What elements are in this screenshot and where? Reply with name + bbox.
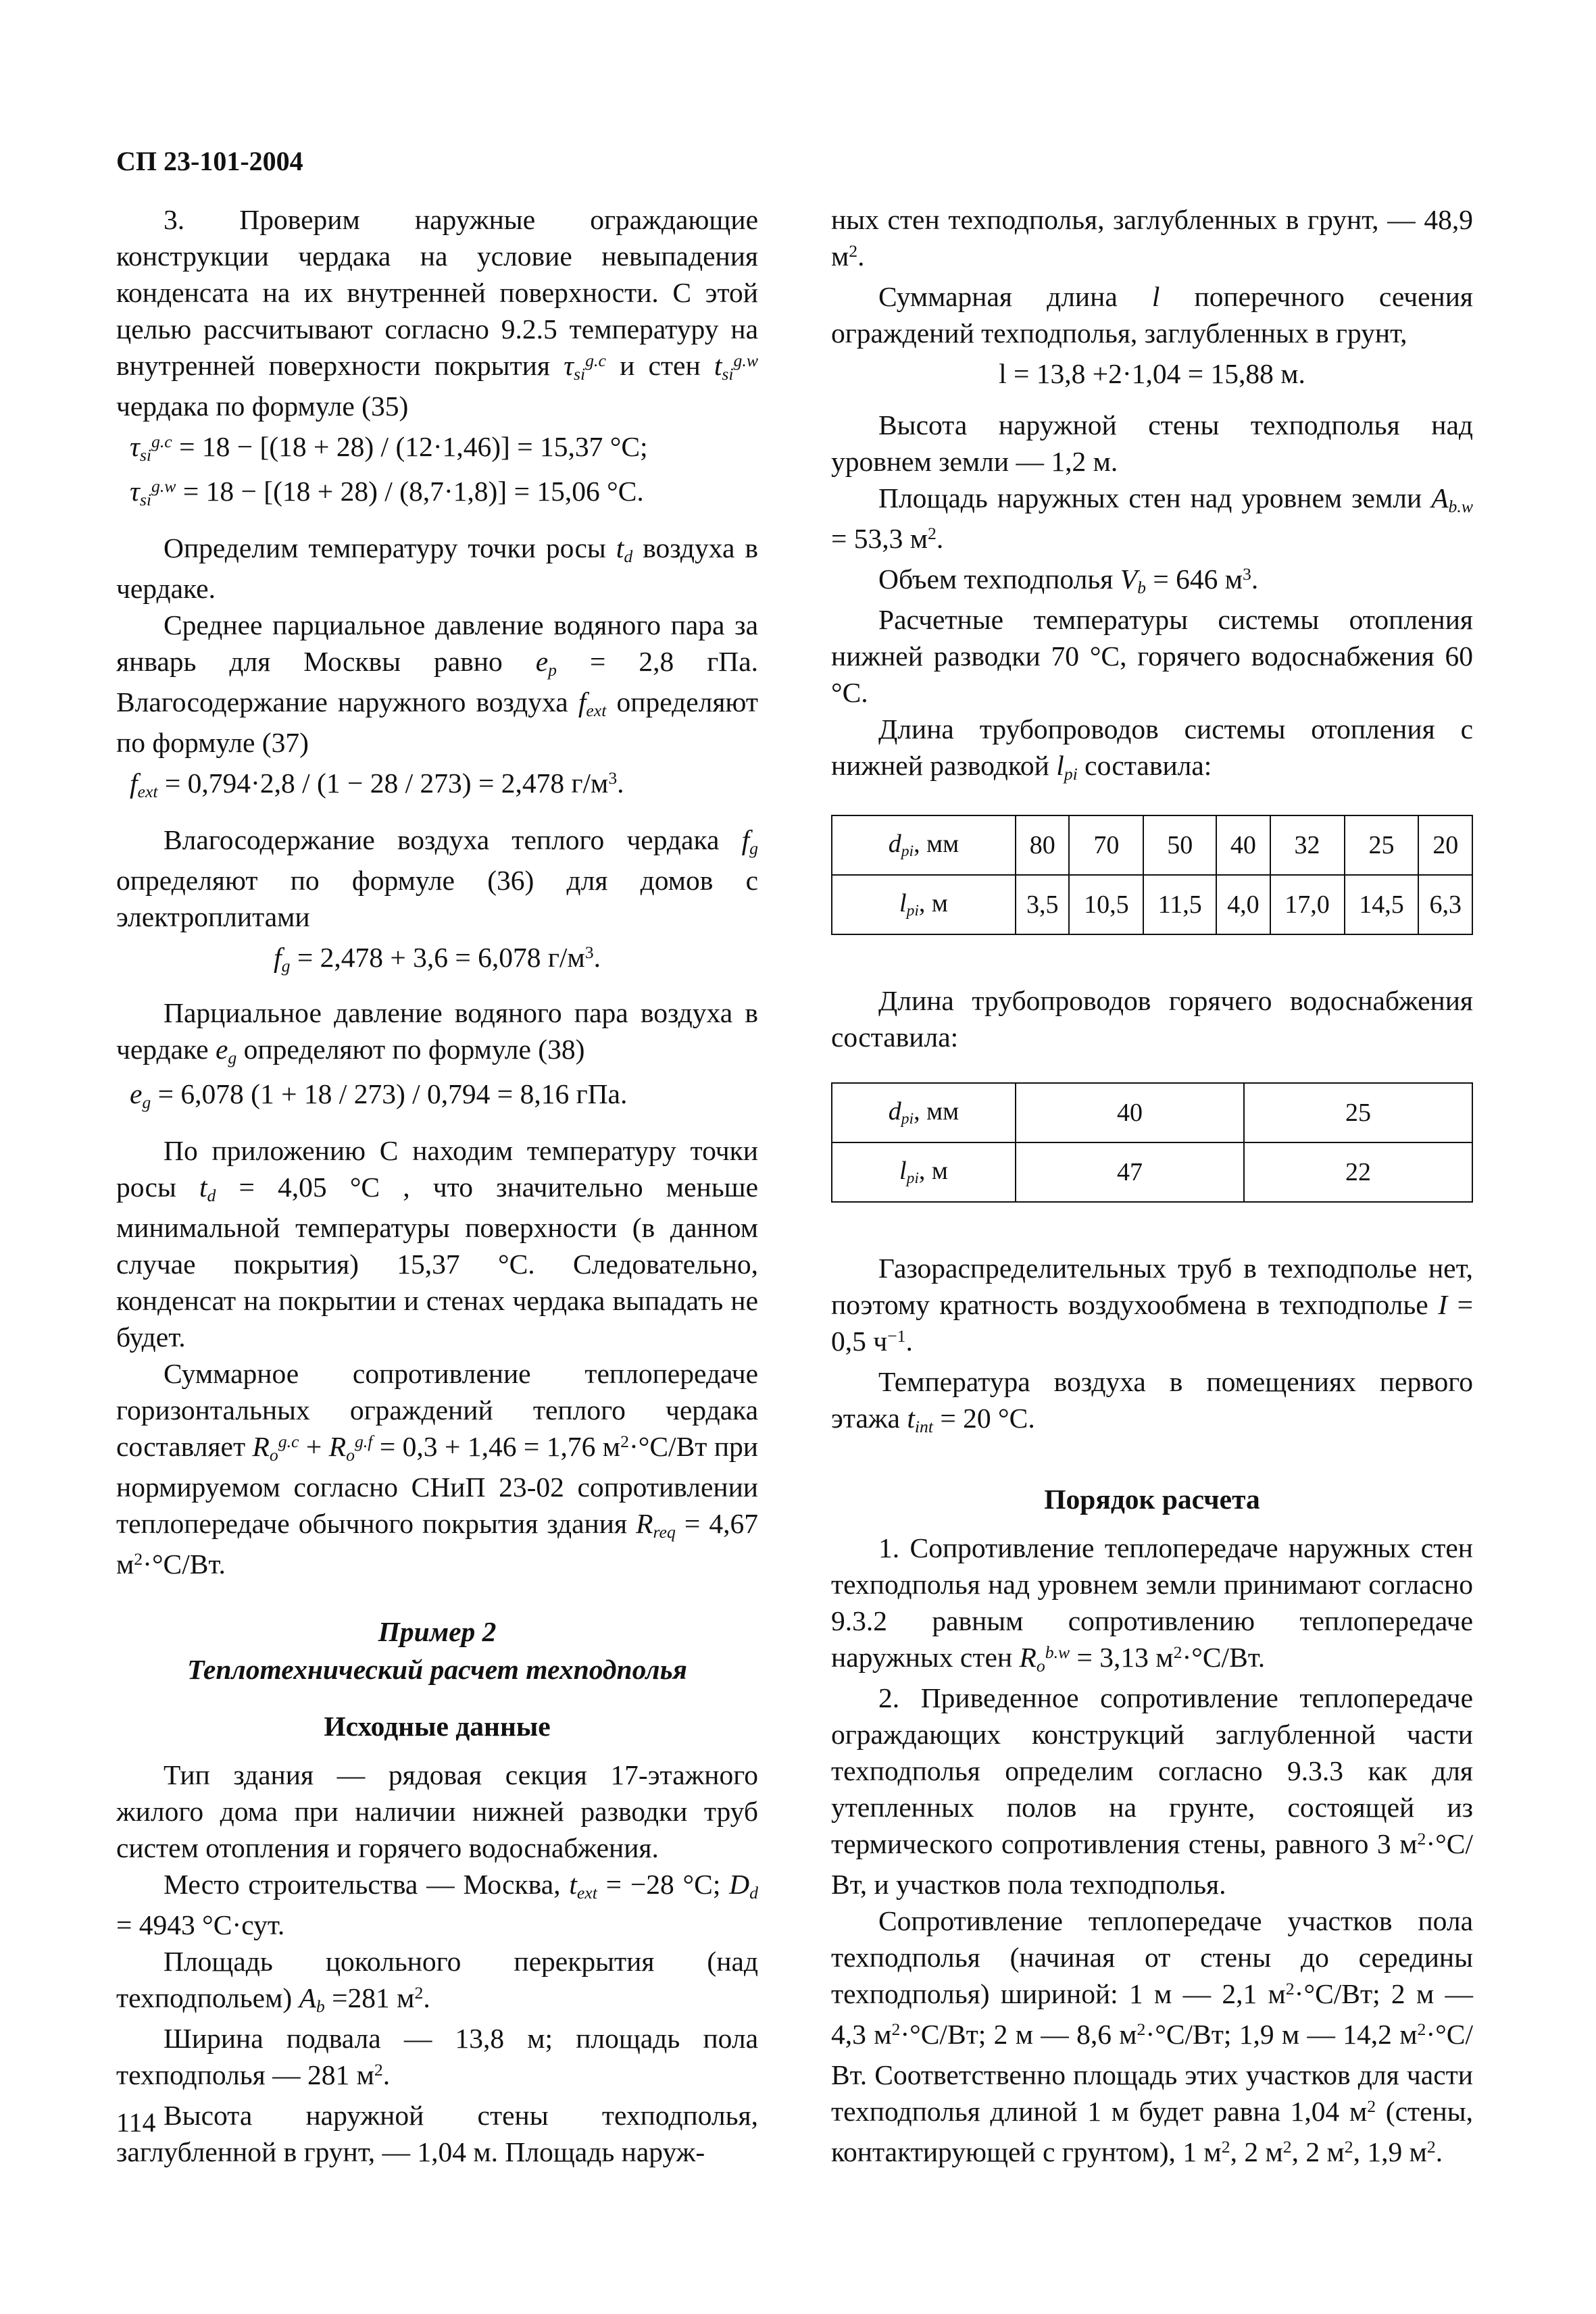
paragraph-wall-height: Высота наружной стены техподполья, заглубленной в грунт, — 1,04 м. Площадь наруж-: [116, 2100, 758, 2167]
table-cell: 14,5: [1345, 875, 1419, 934]
paragraph-total-length: Суммарная длина l поперечного сечения ограждений техподполья, заглубленных в грунт,: [831, 281, 1474, 349]
table-row: [832, 1142, 1472, 1202]
table-cell: 10,5: [1069, 875, 1143, 934]
paragraph-step-2: 2. Приведенное сопротивление теплопередаче ограждающих конструкций заглубленной части техподполья определим согласно 9.3.3 как для утепленных полов на грунте, состоящей из термического сопротивления стены, равного 3 $м^2\cdot^\circ С/Вт$, и участков пола техподполья.: [831, 1682, 1473, 1900]
paragraph-floor-area: Площадь цокольного перекрытия (над техподпольем) Ab =281 $м^2$.: [116, 1946, 758, 2017]
table-cell: 3,5: [1016, 875, 1069, 934]
hot-water-pipes-table: [831, 1082, 1473, 1203]
paragraph-volume: Объем техподполья Vb = 646 $м^3$.: [878, 563, 1259, 598]
table-cell: 70: [1069, 815, 1143, 875]
paragraph-step-1: 1. Сопротивление теплопередаче наружных стен техподполья над уровнем земли принимают согласно 9.3.2 равным сопротивлению теплопередаче наружных стен $Ro^{b.w} = 3,13$ $м^2\cdot^\circ С/Вт$.: [831, 1532, 1473, 1676]
formula-e-g: eg = 6,078 (1 + 18 / 273) / 0,794 = 8,16 гПа.: [130, 1078, 628, 1113]
table-cell: 20: [1418, 815, 1472, 875]
paragraph-partial-pressure: Парциальное давление водяного пара воздуха в чердаке eg определяют по формуле (38): [116, 997, 758, 1068]
calculation-order-title: Порядок расчета: [1044, 1484, 1260, 1515]
table-header-cell: dpi, мм: [832, 1083, 1016, 1142]
table-row: [832, 1083, 1472, 1142]
document-code: СП 23-101-2004: [116, 146, 303, 176]
table-cell: 40: [1216, 815, 1270, 875]
right-column: [831, 201, 1473, 2174]
table-row: [832, 815, 1472, 875]
left-column: [116, 201, 758, 2170]
formula-length: l = 13,8 +2·1,04 = 15,88 м.: [999, 358, 1305, 389]
table-row: [832, 875, 1472, 934]
paragraph-vapor-pressure: Среднее парциальное давление водяного пара за январь для Москвы равно ep = 2,8 гПа. Влагосодержание наружного воздуха fext определяют по формуле (37): [116, 609, 759, 758]
table-cell: 25: [1244, 1083, 1472, 1142]
formula-f-ext: fext = 0,794·2,8 / (1 − 28 / 273) = 2,478 $г/м^3$.: [130, 768, 624, 802]
formula-f-g: fg = 2,478 + 3,6 = 6,078 $г/м^3$.: [274, 942, 601, 976]
paragraph-wall-area-buried: ных стен техподполья, заглубленных в грунт, — 48,9 $м^2$.: [831, 204, 1473, 272]
source-data-title: Исходные данные: [324, 1711, 551, 1742]
paragraph-hot-water-pipe-length: Длина трубопроводов горячего водоснабжения составила:: [831, 985, 1473, 1053]
example-subtitle: Теплотехнический расчет техподполья: [187, 1654, 687, 1685]
paragraph-check-condensation: 3. Проверим наружные ограждающие конструкции чердака на условие невыпадения конденсата на их внутренней поверхности. С этой целью рассчитывают согласно 9.2.5 температуру на внутренней поверхности покрытия τsi$^{g.c}$ и стен tsi$^{g.w}$ чердака по формуле (35): [116, 204, 758, 422]
paragraph-dew-point: Определим температуру точки росы td воздуха в чердаке.: [116, 532, 759, 604]
table-cell: 4,0: [1216, 875, 1270, 934]
table-header-cell: lpi, м: [832, 1142, 1016, 1202]
table-cell: 25: [1345, 815, 1419, 875]
formula-tau-gc: τsi$^{g.c}$ = 18 − [(18 + 28) / (12·1,46)] = 15,37 °C;: [130, 431, 648, 466]
table-cell: 80: [1016, 815, 1069, 875]
paragraph-gas-pipes: Газораспределительных труб в техподполье нет, поэтому кратность воздухообмена в техподполье I = 0,5 $ч^{-1}$.: [831, 1253, 1473, 1357]
table-cell: 11,5: [1143, 875, 1216, 934]
formula-tau-gw: τsi$^{g.w}$ = 18 − [(18 + 28) / (8,7·1,8)] = 15,06 °C.: [130, 476, 644, 510]
paragraph-total-resistance: Суммарное сопротивление теплопередаче горизонтальных ограждений теплого чердака составляет $Ro^{g.c} + Ro^{g.f} = 0,3 + 1,46 = 1,76$ $м^2\cdot^\circ С/Вт$ при нормируемом согласно СНиП 23-02 сопротивлении теплопередаче обычного покрытия здания Rreq = 4,67 $м^2\cdot^\circ С/Вт$.: [116, 1358, 759, 1580]
table-cell: 40: [1016, 1083, 1244, 1142]
table-header-cell: dpi, мм: [832, 815, 1016, 875]
paragraph-wall-area-above: Площадь наружных стен над уровнем земли Ab.w = 53,3 $м^2$.: [831, 482, 1473, 554]
paragraph-building-type: Тип здания — рядовая секция 17-этажного жилого дома при наличии нижней разводки труб систем отопления и горячего водоснабжения.: [116, 1759, 758, 1863]
paragraph-wall-above-ground: Высота наружной стены техподполья над уровнем земли — 1,2 м.: [831, 409, 1473, 477]
table-cell: 32: [1270, 815, 1345, 875]
table-cell: 6,3: [1418, 875, 1472, 934]
table-cell: 47: [1016, 1142, 1244, 1202]
table-header-cell: lpi, м: [832, 875, 1016, 934]
paragraph-location: Место строительства — Москва, text = −28 °С; Dd = 4943 °С·сут.: [116, 1869, 758, 1940]
paragraph-basement-width: Ширина подвала — 13,8 м; площадь пола техподполья — 281 $м^2$.: [116, 2023, 758, 2090]
table-cell: 17,0: [1270, 875, 1345, 934]
paragraph-moisture-attic: Влагосодержание воздуха теплого чердака fg определяют по формуле (36) для домов с электроплитами: [116, 824, 758, 932]
table-cell: 50: [1143, 815, 1216, 875]
paragraph-indoor-temperature: Температура воздуха в помещениях первого этажа tint = 20 °С.: [831, 1366, 1473, 1437]
example-title: Пример 2: [378, 1616, 497, 1647]
paragraph-floor-zones: Сопротивление теплопередаче участков пола техподполья (начиная от стены до середины техподполья) шириной: 1 м — 2,1 $м^2\cdot^\circ С/Вт$; 2 м — 4,3 $м^2\cdot^\circ С/Вт$; 2 м — 8,6 $м^2\cdot^\circ С/Вт$; 1,9 м — 14,2 $м^2\cdot^\circ С/Вт$. Соответственно площадь этих участков для части техподполья длиной 1 м будет равна 1,04 $м^2$ (стены, контактирующей с грунтом), 1 $м^2$, 2 $м^2$, 2 $м^2$, 1,9 $м^2$.: [831, 1905, 1474, 2167]
paragraph-design-temperatures: Расчетные температуры системы отопления нижней разводки 70 °С, горячего водоснабжения 60 °С.: [831, 604, 1473, 708]
paragraph-appendix-c: По приложению С находим температуру точки росы td = 4,05 °С , что значительно меньше минимальной температуры поверхности (в данном случае покрытия) 15,37 °С. Следовательно, конденсат на покрытии и стенах чердака выпадать не будет.: [116, 1135, 758, 1353]
page-number: 114: [116, 2107, 156, 2138]
heating-pipes-table: [831, 815, 1473, 935]
paragraph-heating-pipe-length: Длина трубопроводов системы отопления с нижней разводкой lpi составила:: [831, 713, 1473, 784]
table-cell: 22: [1244, 1142, 1472, 1202]
